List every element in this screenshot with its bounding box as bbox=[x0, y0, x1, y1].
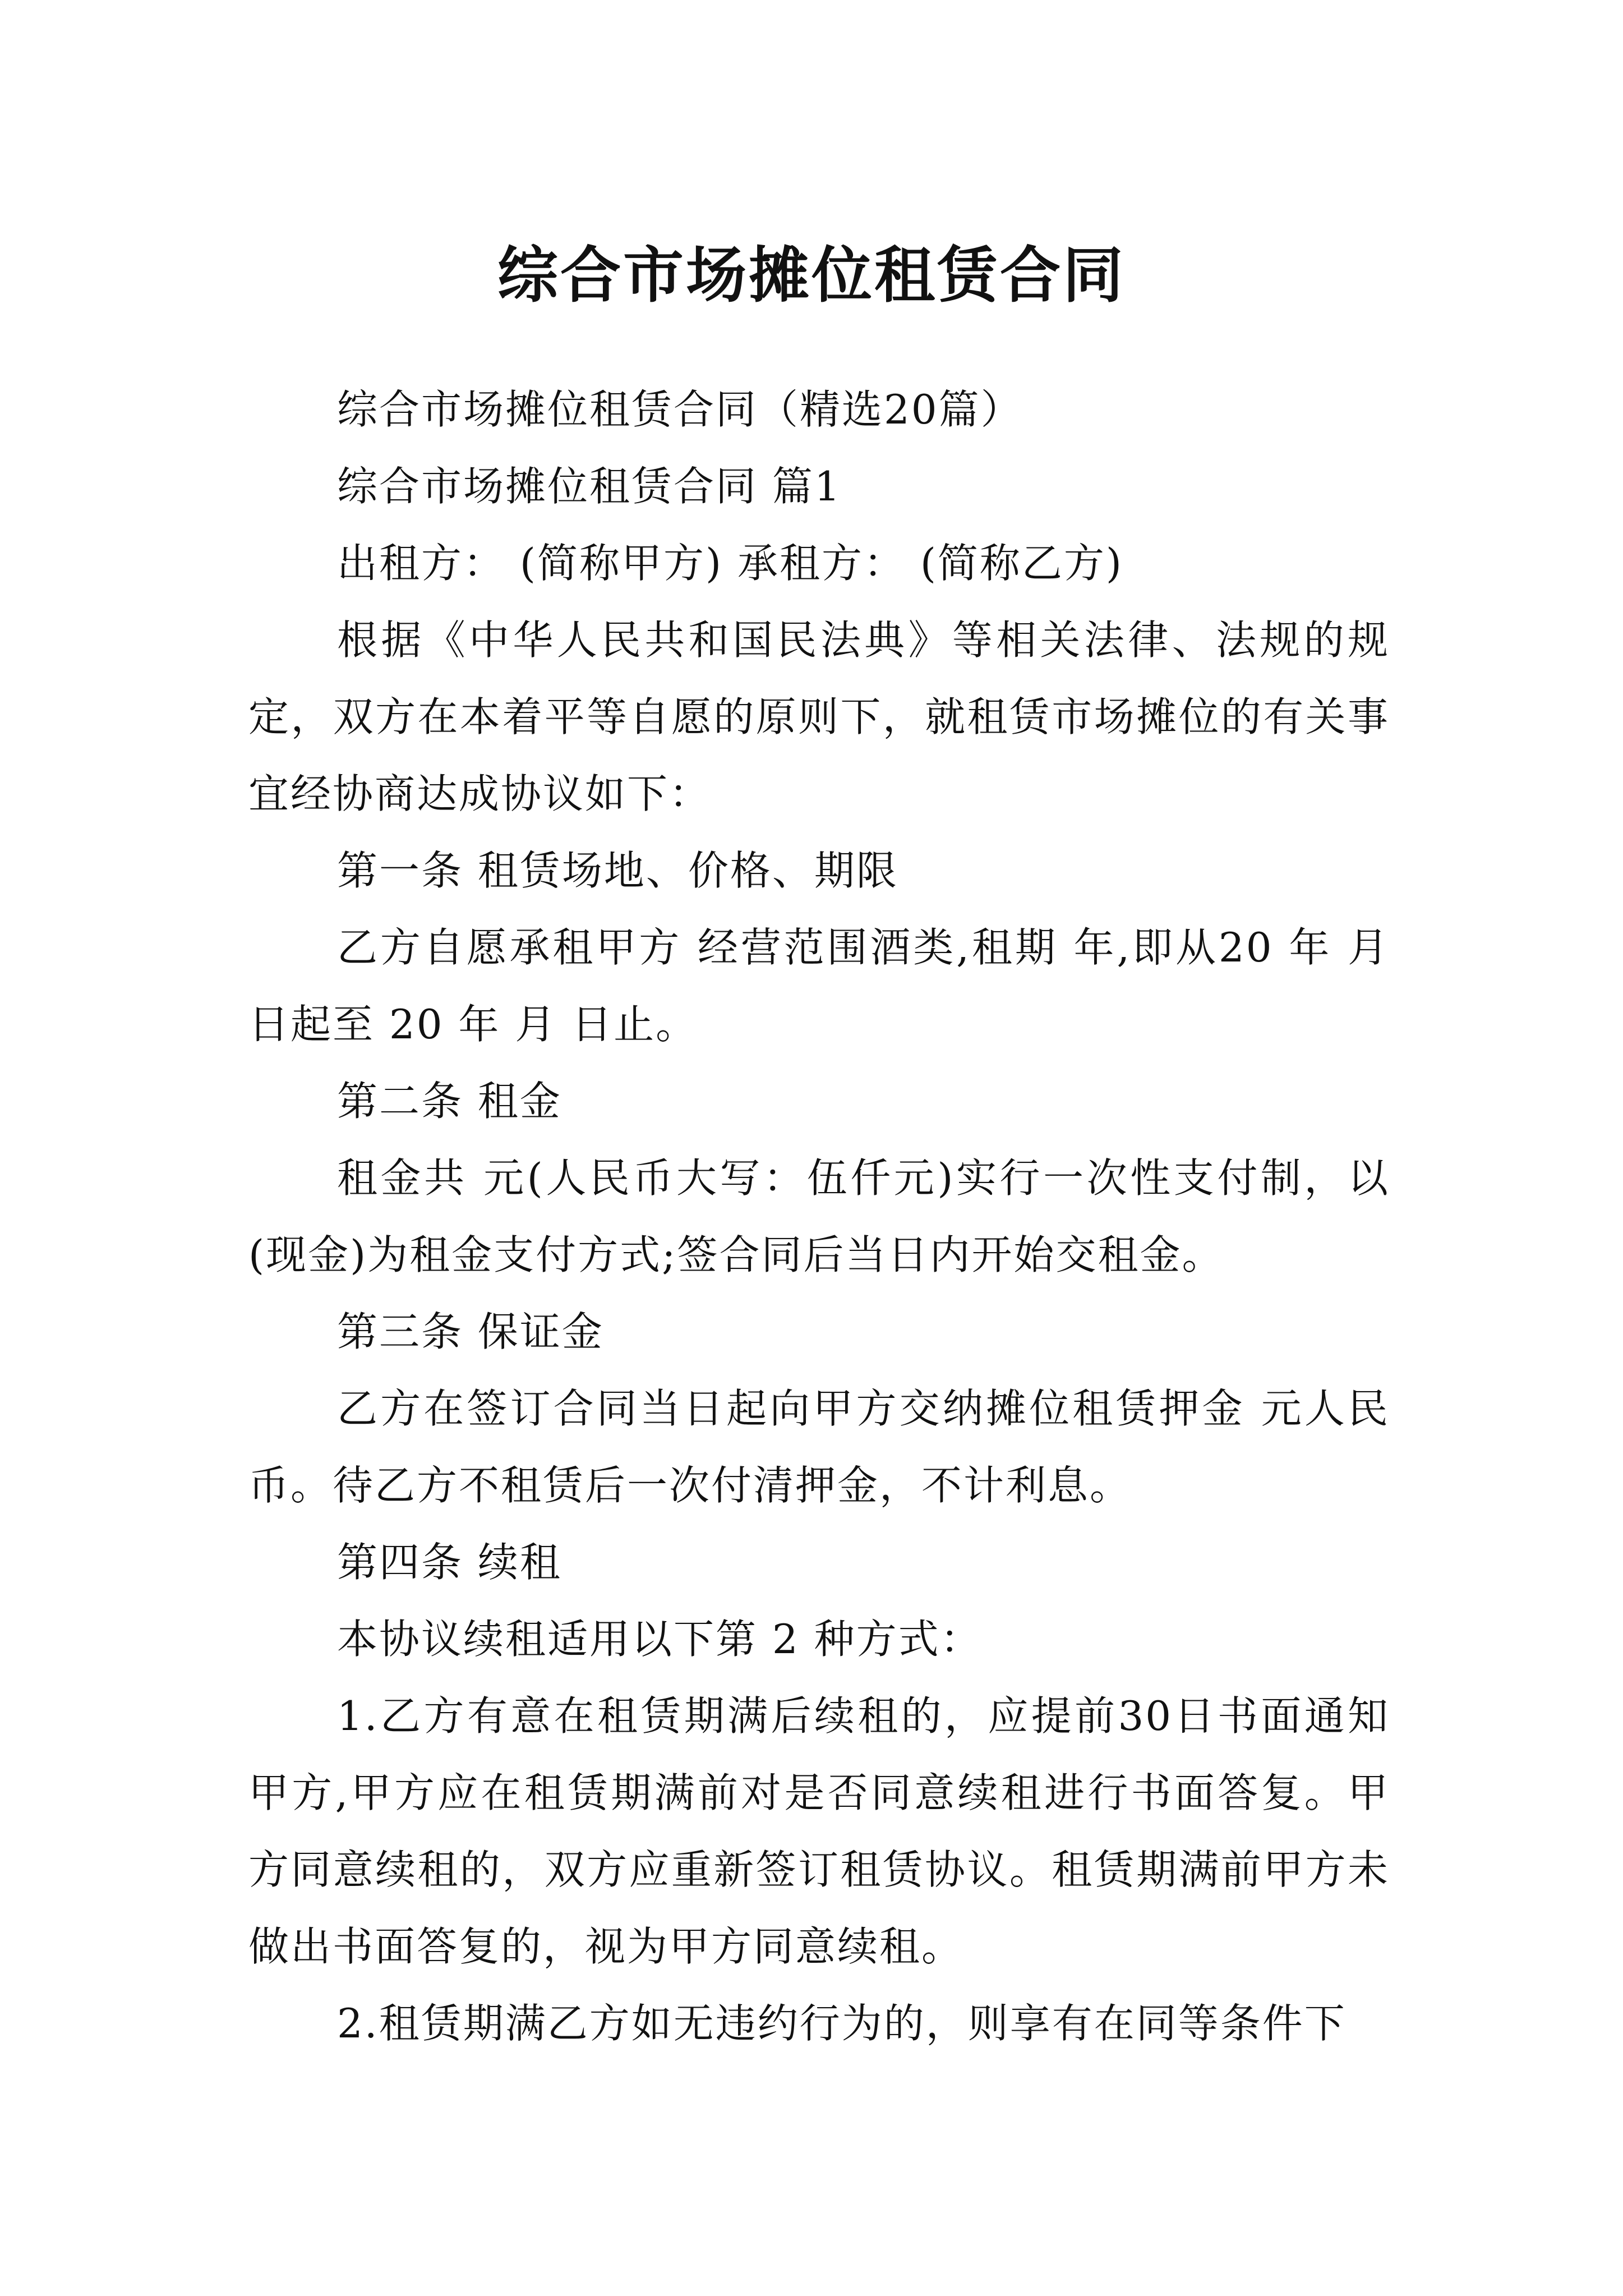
article-2-heading: 第二条 租金 bbox=[337, 1078, 562, 1125]
document-body bbox=[248, 371, 1390, 2062]
article-4-item-2: 2.租赁期满乙方如无违约行为的，则享有在同等条件下 bbox=[337, 2000, 1347, 2047]
article-3-text: 乙方在签订合同当日起向甲方交纳摊位租赁押金 元人民币。待乙方不租赁后一次付清押金，不计利息。 bbox=[248, 1385, 1390, 1509]
paragraph-subtitle: 综合市场摊位租赁合同（精选20篇） bbox=[337, 386, 1023, 433]
paragraph-preamble: 根据《中华人民共和国民法典》等相关法律、法规的规定，双方在本着平等自愿的原则下，就租赁市场摊位的有关事宜经协商达成协议如下： bbox=[248, 616, 1390, 817]
article-4-heading: 第四条 续租 bbox=[337, 1539, 562, 1586]
paragraph-parties: 出租方： (简称甲方) 承租方： (简称乙方) bbox=[337, 540, 1124, 587]
paragraph-section-heading: 综合市场摊位租赁合同 篇1 bbox=[337, 463, 842, 510]
article-3-heading: 第三条 保证金 bbox=[337, 1308, 604, 1355]
document-title: 综合市场摊位租赁合同 bbox=[497, 241, 1126, 311]
article-1-heading: 第一条 租赁场地、价格、期限 bbox=[337, 847, 898, 894]
article-1-text: 乙方自愿承租甲方 经营范围酒类,租期 年,即从20 年 月 日起至 20 年 月 日止。 bbox=[248, 924, 1390, 1048]
article-4-item-1: 1.乙方有意在租赁期满后续租的，应提前30日书面通知甲方,甲方应在租赁期满前对是否同意续租进行书面答复。甲方同意续租的，双方应重新签订租赁协议。租赁期满前甲方未做出书面答复的，视为甲方同意续租。 bbox=[248, 1692, 1390, 1970]
article-2-text: 租金共 元(人民币大写：伍仟元)实行一次性支付制，以(现金)为租金支付方式;签合同后当日内开始交租金。 bbox=[248, 1154, 1390, 1278]
article-4-intro: 本协议续租适用以下第 2 种方式： bbox=[337, 1616, 983, 1663]
